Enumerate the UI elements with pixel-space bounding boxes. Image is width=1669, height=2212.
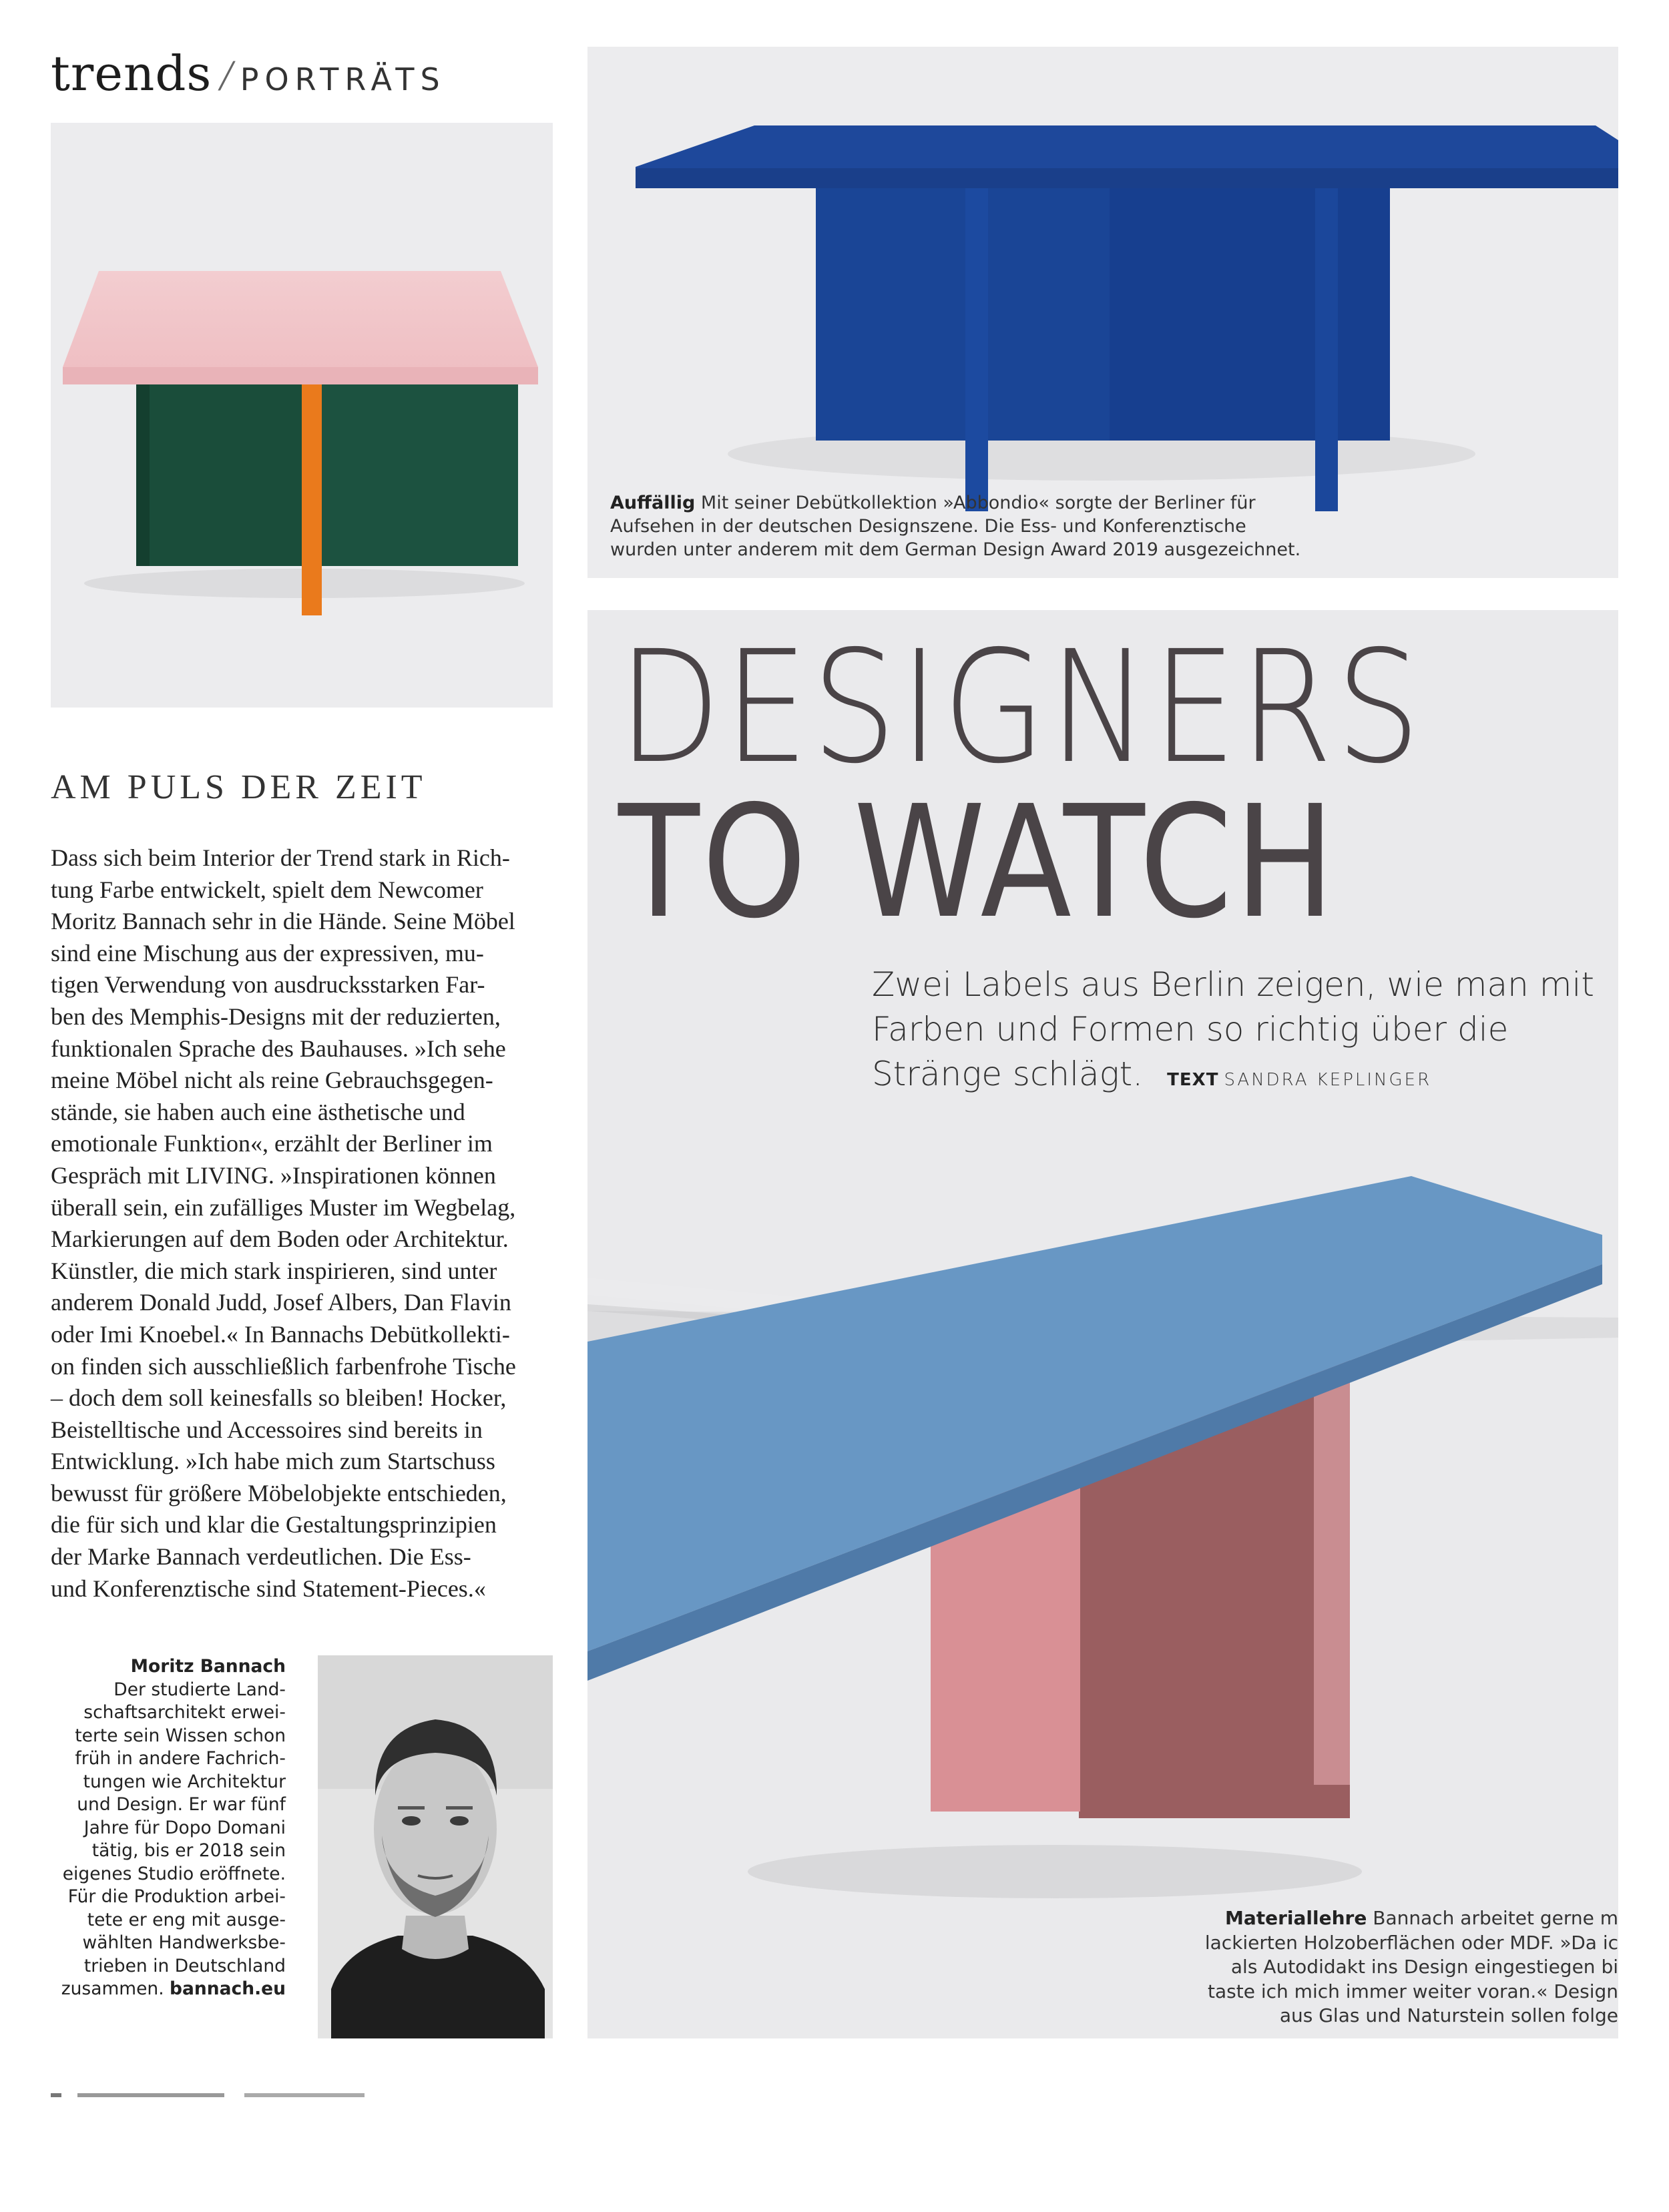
author-name: SANDRA KEPLINGER: [1224, 1070, 1432, 1090]
footer-remnant: [51, 2089, 411, 2099]
subhead-line: Farben und Formen so richtig über die: [872, 1010, 1509, 1049]
subhead-line: Stränge schlägt.: [872, 1055, 1144, 1093]
caption-bottom-line: als Autodidakt ins Design eingestiegen bi: [1230, 1956, 1618, 1978]
body-line: on finden sich ausschließlich farbenfrohe Tische: [51, 1352, 516, 1380]
body-line: tung Farbe entwickelt, spielt dem Newcomer: [51, 876, 483, 903]
bio-line: wählten Handwerksbe-: [82, 1932, 286, 1953]
body-line: Moritz Bannach sehr in die Hände. Seine Möbel: [51, 908, 515, 935]
bio-line: tete er eng mit ausge-: [87, 1909, 286, 1930]
caption-top-lead: Auffällig: [610, 493, 696, 513]
subheadline: [872, 962, 1613, 1103]
page-footer-cropped: [51, 2089, 411, 2099]
caption-top-line: wurden unter anderem mit dem German Design Award 2019 ausgezeichnet.: [610, 539, 1301, 560]
bio-line: früh in andere Fachrich-: [75, 1748, 286, 1769]
portrait-photo: [318, 1655, 553, 2038]
body-line: Gespräch mit LIVING. »Inspirationen können: [51, 1161, 496, 1189]
photo-pink-table: [51, 123, 553, 708]
bio-line: eigenes Studio eröffnete.: [62, 1863, 286, 1884]
body-line: meine Möbel nicht als reine Gebrauchsgegen-: [51, 1067, 493, 1094]
body-line: Beistelltische und Accessoires sind bereits in: [51, 1416, 483, 1443]
section-title: trends: [51, 45, 212, 101]
portrait-illustration: [318, 1655, 553, 2038]
bio-line: tungen wie Architektur: [83, 1771, 286, 1792]
photo-light-blue-table: [587, 610, 1618, 2038]
designer-bio: [51, 1655, 286, 2001]
headline-line-2: TO WATCH: [618, 772, 1337, 952]
body-line: tigen Verwendung von ausdrucksstarken Far-: [51, 971, 485, 999]
caption-top-line: Aufsehen in der deutschen Designszene. Die Ess- und Konferenztische: [610, 516, 1246, 537]
body-line: und Konferenztische sind Statement-Pieces.«: [51, 1575, 486, 1602]
body-line: Markierungen auf dem Boden oder Architektur.: [51, 1225, 509, 1253]
headline-line-1: DESIGNERS: [618, 617, 1424, 798]
body-line: funktionalen Sprache des Bauhauses. »Ich sehe: [51, 1035, 506, 1062]
caption-bottom-line: aus Glas und Naturstein sollen folge: [1279, 2004, 1618, 2027]
website-link[interactable]: bannach.eu: [170, 1978, 286, 1999]
caption-bottom-line: Bannach arbeitet gerne m: [1367, 1907, 1618, 1929]
body-line: stände, sie haben auch eine ästhetische und: [51, 1098, 465, 1125]
section-divider: /: [220, 51, 232, 100]
photo-blue-table: [587, 47, 1618, 578]
designer-name: Moritz Bannach: [130, 1656, 286, 1677]
body-line: oder Imi Knoebel.« In Bannachs Debütkollekti-: [51, 1320, 510, 1348]
bio-line: und Design. Er war fünf: [77, 1794, 286, 1815]
bio-line: zusammen.: [61, 1978, 170, 1999]
body-line: Dass sich beim Interior der Trend stark in Rich-: [51, 844, 510, 871]
bio-line: Für die Produktion arbei-: [67, 1886, 286, 1907]
body-line: anderem Donald Judd, Josef Albers, Dan Flavin: [51, 1289, 511, 1316]
caption-top-line: Mit seiner Debütkollektion »Abbondio« sorgte der Berliner für: [695, 493, 1256, 513]
body-line: die für sich und klar die Gestaltungsprinzipien: [51, 1511, 497, 1539]
body-line: überall sein, ein zufälliges Muster im Wegbelag,: [51, 1193, 516, 1221]
body-line: der Marke Bannach verdeutlichen. Die Ess-: [51, 1543, 471, 1571]
bio-line: tätig, bis er 2018 sein: [91, 1840, 286, 1861]
pink-table-illustration: [51, 123, 553, 708]
body-line: Entwicklung. »Ich habe mich zum Startschuss: [51, 1448, 495, 1475]
caption-bottom-line: taste ich mich immer weiter voran.« Design: [1208, 1980, 1618, 2002]
caption-bottom-line: lackierten Holzoberflächen oder MDF. »Da ic: [1204, 1931, 1618, 1954]
subhead-line: Zwei Labels aus Berlin zeigen, wie man mit: [872, 965, 1594, 1004]
body-line: bewusst für größere Möbelobjekte entschieden,: [51, 1479, 507, 1506]
article-subtitle: AM PULS DER ZEIT: [51, 768, 427, 806]
section-subtitle: PORTRÄTS: [240, 61, 446, 97]
section-header: [51, 45, 446, 101]
credit-label: TEXT: [1167, 1070, 1219, 1090]
caption-bottom-lead: Materiallehre: [1224, 1907, 1367, 1929]
body-line: emotionale Funktion«, erzählt der Berliner im: [51, 1130, 493, 1157]
bio-line: schaftsarchitekt erwei-: [83, 1702, 286, 1723]
bio-line: trieben in Deutschland: [83, 1955, 286, 1976]
bio-line: Der studierte Land-: [113, 1679, 286, 1700]
caption-top: [610, 491, 1411, 561]
body-line: – doch dem soll keinesfalls so bleiben! Hocker,: [51, 1384, 507, 1412]
bio-line: Jahre für Dopo Domani: [83, 1817, 286, 1838]
body-line: Künstler, die mich stark inspirieren, sind unter: [51, 1257, 497, 1284]
bio-line: terte sein Wissen schon: [75, 1725, 286, 1746]
body-line: sind eine Mischung aus der expressiven, mu-: [51, 939, 484, 966]
article-body: [51, 842, 553, 1605]
body-line: ben des Memphis-Designs mit der reduzierten,: [51, 1003, 501, 1030]
caption-bottom: [1138, 1906, 1618, 2028]
